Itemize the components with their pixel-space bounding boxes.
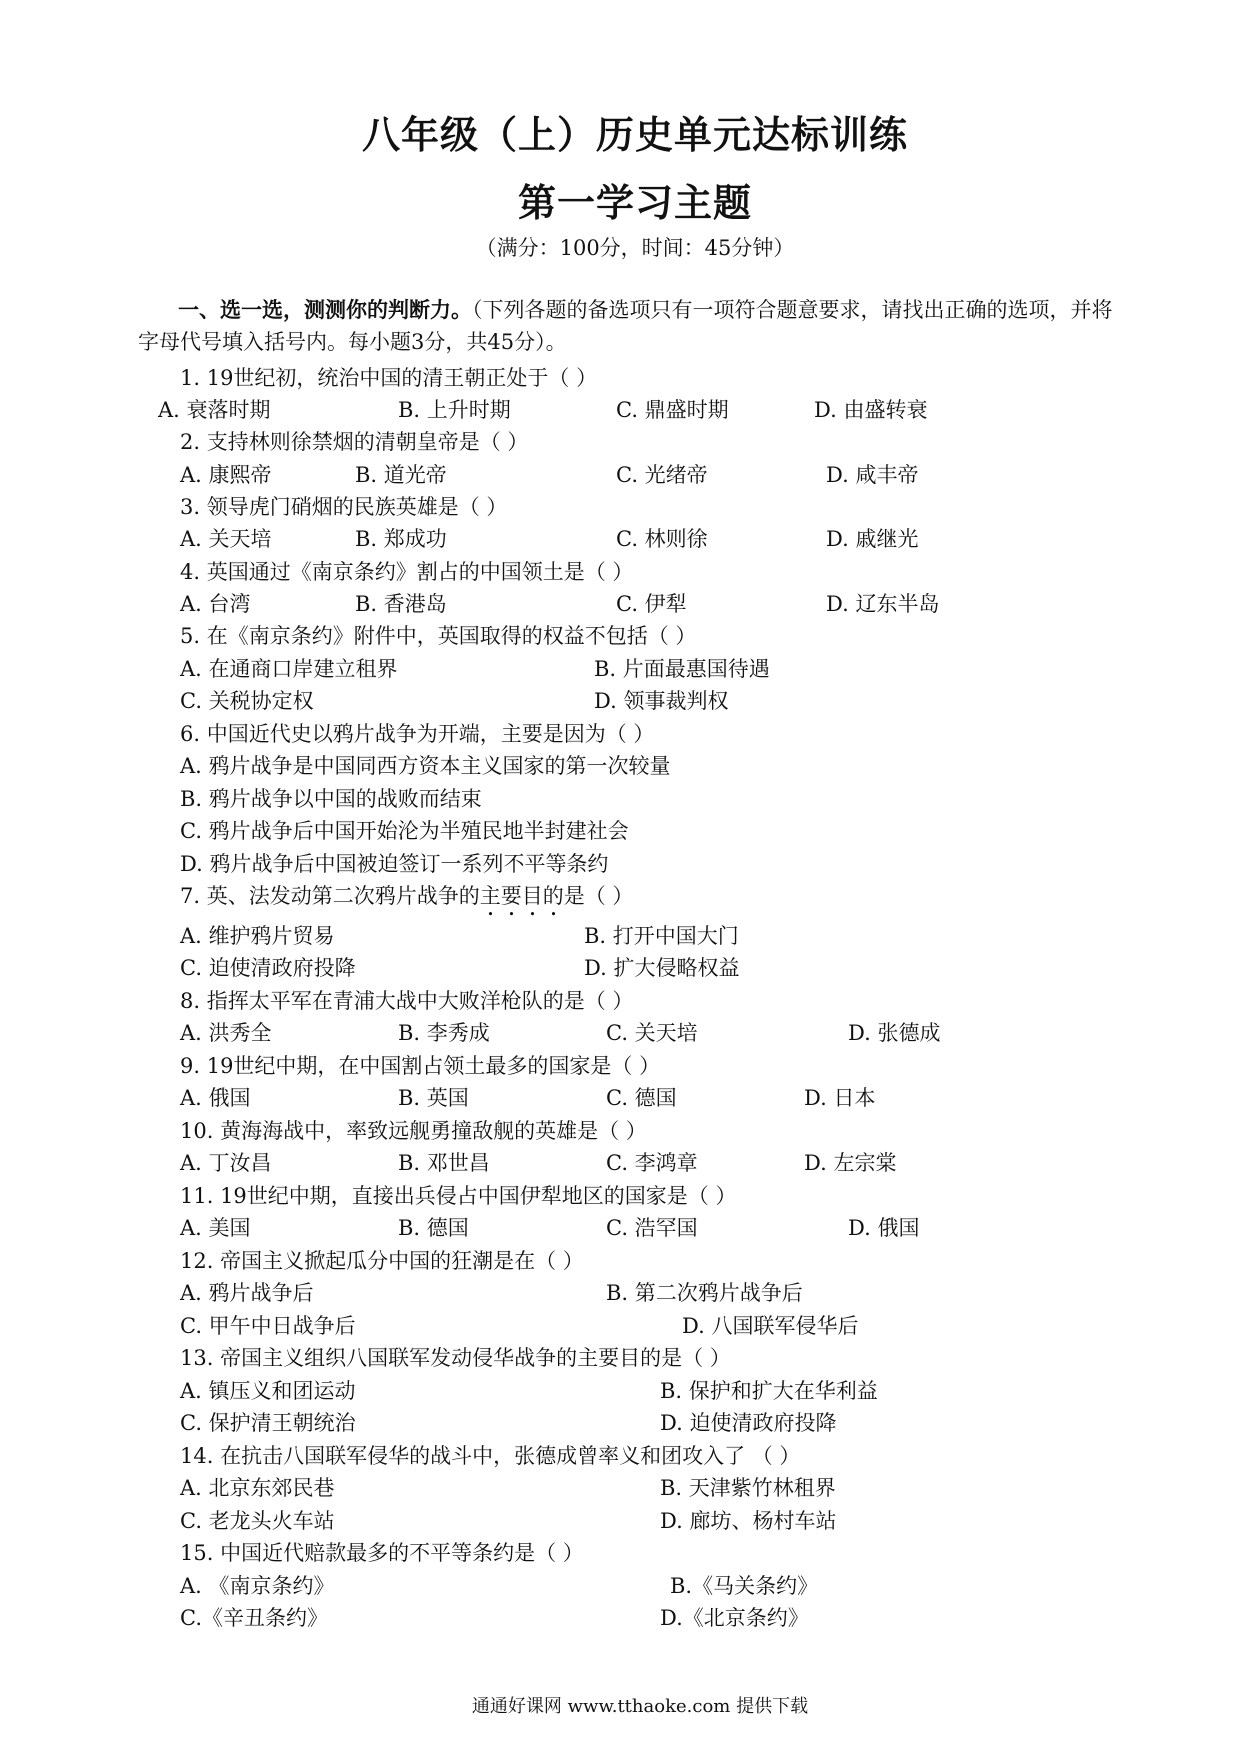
option-7c: C. 迫使清政府投降 bbox=[180, 956, 356, 980]
option-14c: C. 老龙头火车站 bbox=[180, 1509, 335, 1533]
option-1c: C. 鼎盛时期 bbox=[616, 398, 729, 422]
option-2d: D. 咸丰帝 bbox=[826, 463, 919, 487]
option-13a: A. 镇压义和团运动 bbox=[180, 1379, 356, 1403]
page-footer: 通通好课网 www.tthaoke.com 提供下载 bbox=[471, 1696, 809, 1717]
question-11: 11. 19世纪中期，直接出兵侵占中国伊犁地区的国家是（ ） bbox=[180, 1184, 737, 1208]
option-4b: B. 香港岛 bbox=[355, 592, 447, 616]
option-7b: B. 打开中国大门 bbox=[584, 924, 739, 948]
section-heading: 一、选一选，测测你的判断力。 bbox=[178, 297, 472, 322]
option-15b: B.《马关条约》 bbox=[670, 1574, 819, 1598]
option-15a: A. 《南京条约》 bbox=[180, 1574, 335, 1598]
question-13: 13. 帝国主义组织八国联军发动侵华战争的主要目的是（ ） bbox=[180, 1346, 731, 1370]
option-2b: B. 道光帝 bbox=[355, 463, 447, 487]
question-7-text: 7. 英、法发动第二次鸦片战争的 bbox=[180, 884, 480, 908]
option-8c: C. 关天培 bbox=[606, 1021, 698, 1045]
question-5: 5. 在《南京条约》附件中，英国取得的权益不包括（ ） bbox=[180, 624, 697, 648]
option-13c: C. 保护清王朝统治 bbox=[180, 1411, 356, 1435]
option-4c: C. 伊犁 bbox=[616, 592, 687, 616]
option-8b: B. 李秀成 bbox=[398, 1021, 490, 1045]
option-6a: A. 鸦片战争是中国同西方资本主义国家的第一次较量 bbox=[180, 754, 671, 778]
option-9a: A. 俄国 bbox=[180, 1086, 251, 1110]
question-2: 2. 支持林则徐禁烟的清朝皇帝是（ ） bbox=[180, 430, 529, 454]
question-4: 4. 英国通过《南京条约》割占的中国领土是（ ） bbox=[180, 560, 634, 584]
page-subtitle: 第一学习主题 bbox=[517, 180, 752, 225]
question-8: 8. 指挥太平军在青浦大战中大败洋枪队的是（ ） bbox=[180, 989, 634, 1013]
option-3a: A. 关天培 bbox=[180, 527, 272, 551]
question-1: 1. 19世纪初，统治中国的清王朝正处于（ ） bbox=[180, 366, 598, 390]
option-3b: B. 郑成功 bbox=[355, 527, 447, 551]
option-5c: C. 关税协定权 bbox=[180, 689, 314, 713]
question-12: 12. 帝国主义掀起瓜分中国的狂潮是在（ ） bbox=[180, 1249, 584, 1273]
question-15: 15. 中国近代赔款最多的不平等条约是（ ） bbox=[180, 1541, 584, 1565]
option-5b: B. 片面最惠国待遇 bbox=[594, 657, 770, 681]
option-10d: D. 左宗棠 bbox=[804, 1151, 897, 1175]
option-12d: D. 八国联军侵华后 bbox=[682, 1314, 859, 1338]
question-3: 3. 领导虎门硝烟的民族英雄是（ ） bbox=[180, 495, 508, 519]
question-10: 10. 黄海海战中，率致远舰勇撞敌舰的英雄是（ ） bbox=[180, 1119, 647, 1143]
option-8a: A. 洪秀全 bbox=[180, 1021, 272, 1045]
option-10c: C. 李鸿章 bbox=[606, 1151, 698, 1175]
option-9d: D. 日本 bbox=[804, 1086, 876, 1110]
question-9: 9. 19世纪中期，在中国割占领土最多的国家是（ ） bbox=[180, 1054, 661, 1078]
option-15c: C.《辛丑条约》 bbox=[180, 1606, 328, 1630]
question-7 bbox=[180, 880, 633, 921]
question-7-emphasis: 主要目的 bbox=[479, 884, 564, 908]
option-5d: D. 领事裁判权 bbox=[594, 689, 729, 713]
option-12a: A. 鸦片战争后 bbox=[180, 1281, 314, 1305]
option-4d: D. 辽东半岛 bbox=[826, 592, 940, 616]
question-14: 14. 在抗击八国联军侵华的战斗中，张德成曾率义和团攻入了 （ ） bbox=[180, 1444, 801, 1468]
option-14b: B. 天津紫竹林租界 bbox=[660, 1476, 836, 1500]
option-12c: C. 甲午中日战争后 bbox=[180, 1314, 356, 1338]
option-9c: C. 德国 bbox=[606, 1086, 677, 1110]
option-2c: C. 光绪帝 bbox=[616, 463, 708, 487]
option-1b: B. 上升时期 bbox=[398, 398, 511, 422]
section-instruction: （下列各题的备选项只有一项符合题意要求，请找出正确的选项，并将字母代号填入括号内。每小题3分，共45分）。 bbox=[138, 298, 1113, 354]
option-14d: D. 廊坊、杨村车站 bbox=[660, 1509, 837, 1533]
option-11d: D. 俄国 bbox=[848, 1216, 920, 1240]
question-6: 6. 中国近代史以鸦片战争为开端，主要是因为（ ） bbox=[180, 722, 655, 746]
option-11b: B. 德国 bbox=[398, 1216, 469, 1240]
option-1d: D. 由盛转衰 bbox=[814, 398, 928, 422]
option-5a: A. 在通商口岸建立租界 bbox=[180, 657, 398, 681]
option-12b: B. 第二次鸦片战争后 bbox=[606, 1281, 803, 1305]
option-10a: A. 丁汝昌 bbox=[180, 1151, 272, 1175]
question-7-text-end: 是（ ） bbox=[563, 884, 634, 908]
option-13d: D. 迫使清政府投降 bbox=[660, 1411, 837, 1435]
option-6c: C. 鸦片战争后中国开始沦为半殖民地半封建社会 bbox=[180, 819, 629, 843]
option-9b: B. 英国 bbox=[398, 1086, 469, 1110]
option-7a: A. 维护鸦片贸易 bbox=[180, 924, 335, 948]
exam-meta: （满分：100分，时间：45分钟） bbox=[475, 236, 795, 260]
option-6d: D. 鸦片战争后中国被迫签订一系列不平等条约 bbox=[180, 852, 609, 876]
option-3d: D. 戚继光 bbox=[826, 527, 919, 551]
option-13b: B. 保护和扩大在华利益 bbox=[660, 1379, 878, 1403]
option-2a: A. 康熙帝 bbox=[180, 463, 272, 487]
option-11a: A. 美国 bbox=[180, 1216, 251, 1240]
option-10b: B. 邓世昌 bbox=[398, 1151, 490, 1175]
section-intro bbox=[138, 294, 1118, 358]
option-1a: A. 衰落时期 bbox=[158, 398, 271, 422]
option-11c: C. 浩罕国 bbox=[606, 1216, 698, 1240]
option-8d: D. 张德成 bbox=[848, 1021, 941, 1045]
option-4a: A. 台湾 bbox=[180, 592, 251, 616]
page-title: 八年级（上）历史单元达标训练 bbox=[361, 112, 908, 157]
option-7d: D. 扩大侵略权益 bbox=[584, 956, 740, 980]
option-3c: C. 林则徐 bbox=[616, 527, 708, 551]
option-15d: D.《北京条约》 bbox=[660, 1606, 809, 1630]
option-6b: B. 鸦片战争以中国的战败而结束 bbox=[180, 787, 482, 811]
option-14a: A. 北京东郊民巷 bbox=[180, 1476, 335, 1500]
